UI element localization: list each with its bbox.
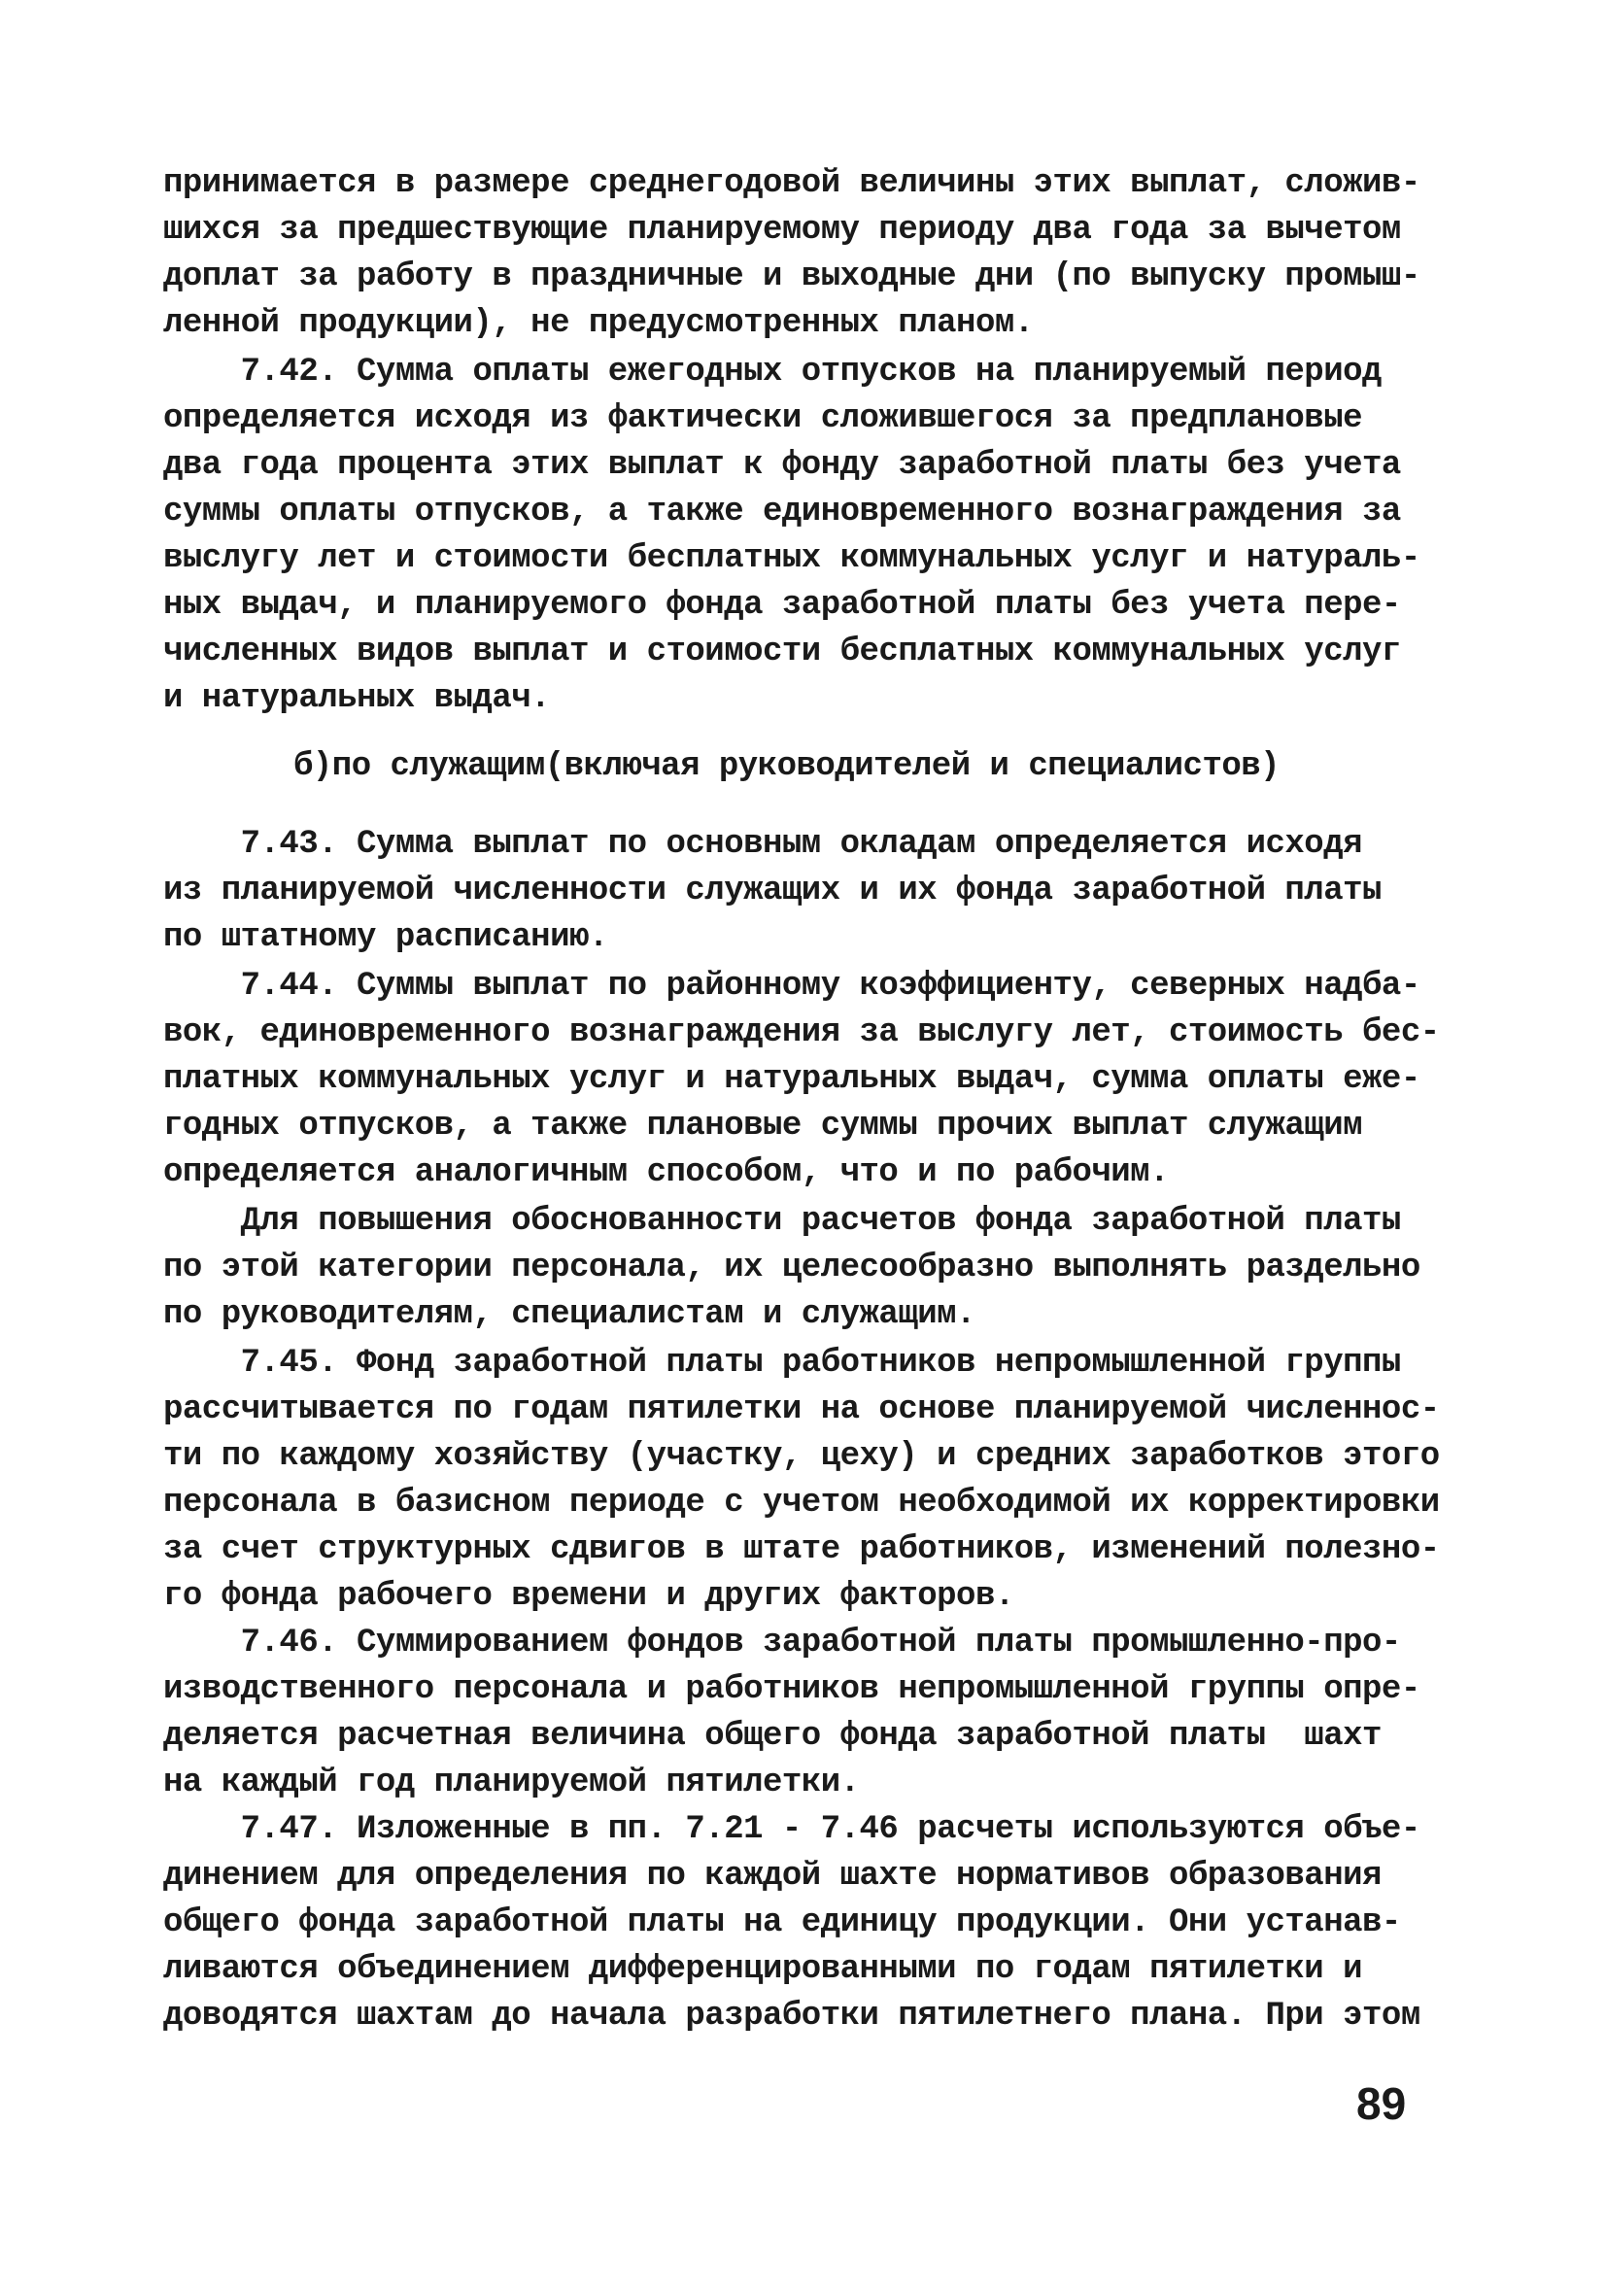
text-line: изводственного персонала и работников непромышленной группы опре-: [163, 1671, 1420, 1708]
text-line: персонала в базисном периоде с учетом необходимой их корректировки: [163, 1485, 1440, 1522]
text-line: суммы оплаты отпусков, а также единовременного вознаграждения за: [163, 494, 1401, 531]
text-line: на каждый год планируемой пятилетки.: [163, 1765, 860, 1801]
text-line: ных выдач, и планируемого фонда заработной платы без учета пере-: [163, 587, 1401, 624]
page-number: 89: [1356, 2078, 1407, 2129]
text-line: выслугу лет и стоимости бесплатных коммунальных услуг и натураль-: [163, 540, 1420, 577]
text-line: 7.42. Сумма оплаты ежегодных отпусков на планируемый период: [163, 354, 1382, 391]
text-line: определяется аналогичным способом, что и по рабочим.: [163, 1154, 1169, 1191]
text-line: доплат за работу в праздничные и выходные дни (по выпуску промыш-: [163, 258, 1420, 295]
text-line: по этой категории персонала, их целесообразно выполнять раздельно: [163, 1250, 1420, 1286]
text-line: динением для определения по каждой шахте нормативов образования: [163, 1858, 1382, 1895]
text-line: рассчитывается по годам пятилетки на основе планируемой численнос-: [163, 1391, 1440, 1428]
text-line: деляется расчетная величина общего фонда заработной платы шахт: [163, 1718, 1382, 1755]
text-line: го фонда рабочего времени и других факторов.: [163, 1578, 1014, 1615]
text-line: доводятся шахтам до начала разработки пятилетнего плана. При этом: [163, 1998, 1420, 2035]
text-line: платных коммунальных услуг и натуральных выдач, сумма оплаты еже-: [163, 1061, 1420, 1098]
text-line: 7.44. Суммы выплат по районному коэффициенту, северных надба-: [163, 968, 1420, 1005]
text-line: шихся за предшествующие планируемому периоду два года за вычетом: [163, 212, 1401, 249]
text-line: два года процента этих выплат к фонду заработной платы без учета: [163, 447, 1401, 484]
text-line: ленной продукции), не предусмотренных планом.: [163, 305, 1034, 342]
text-line: 7.46. Суммированием фондов заработной платы промышленно-про-: [163, 1625, 1401, 1662]
text-line: численных видов выплат и стоимости бесплатных коммунальных услуг: [163, 634, 1401, 670]
text-line: Для повышения обоснованности расчетов фонда заработной платы: [163, 1203, 1401, 1240]
text-line: вок, единовременного вознаграждения за выслугу лет, стоимость бес-: [163, 1014, 1440, 1051]
text-line: 7.43. Сумма выплат по основным окладам определяется исходя: [163, 826, 1363, 863]
text-line: по руководителям, специалистам и служащим.: [163, 1296, 975, 1333]
text-line: 7.47. Изложенные в пп. 7.21 - 7.46 расчеты используются объе-: [163, 1811, 1420, 1848]
text-line: по штатному расписанию.: [163, 919, 608, 956]
text-line: за счет структурных сдвигов в штате работников, изменений полезно-: [163, 1531, 1440, 1568]
text-line: принимается в размере среднегодовой величины этих выплат, сложив-: [163, 165, 1420, 202]
text-line: из планируемой численности служащих и их фонда заработной платы: [163, 873, 1382, 909]
text-line: ти по каждому хозяйству (участку, цеху) и средних заработков этого: [163, 1438, 1440, 1475]
section-heading: б)по служащим(включая руководителей и специалистов): [293, 748, 1281, 785]
text-line: ливаются объединением дифференцированными по годам пятилетки и: [163, 1951, 1363, 1988]
text-line: определяется исходя из фактически сложившегося за предплановые: [163, 400, 1363, 437]
text-line: и натуральных выдач.: [163, 680, 551, 717]
text-line: 7.45. Фонд заработной платы работников непромышленной группы: [163, 1345, 1401, 1382]
text-line: годных отпусков, а также плановые суммы прочих выплат служащим: [163, 1108, 1363, 1145]
text-line: общего фонда заработной платы на единицу продукции. Они устанав-: [163, 1904, 1401, 1941]
